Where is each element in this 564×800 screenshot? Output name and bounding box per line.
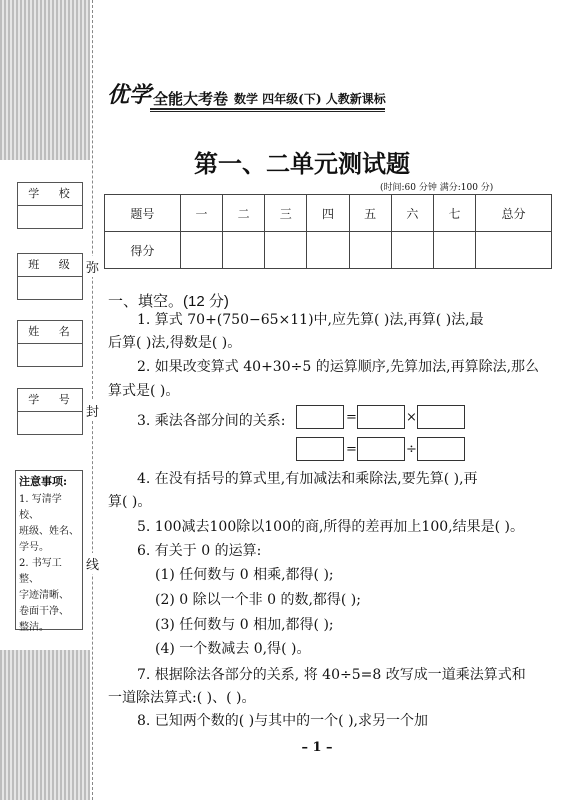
score-table [104,194,552,269]
question-line: 5. 100减去100除以100的商,所得的差再加上100,结果是( )。 [137,519,524,535]
notes-box [15,470,83,633]
note-line: 2. 书写工整、 [19,558,62,585]
school-label: 学 校 [18,183,82,206]
brand-logo: 优学 [107,82,152,108]
series-name: 全能大考卷 [153,90,229,108]
answer-box[interactable] [357,437,405,461]
question-line: 8. 已知两个数的( )与其中的一个( ),求另一个加 [137,713,429,729]
answer-box[interactable] [417,405,465,429]
header-subtitle: 数学 四年级(下) 人教新课标 [234,92,386,106]
question-line: 2. 如果改变算式 40+30÷5 的运算顺序,先算加法,再算除法,那么 [137,359,540,375]
note-line: 整洁。 [19,622,49,633]
notes-title: 注意事项: [19,475,68,488]
class-field[interactable] [17,253,83,300]
score-cell[interactable] [433,232,475,269]
question-line: 后算( )法,得数是( )。 [108,335,242,351]
score-header-cell: 二 [223,195,265,232]
note-line: 字迹清晰、 [19,590,69,601]
score-header-cell: 三 [265,195,307,232]
answer-box[interactable] [357,405,405,429]
top-stripe [0,0,90,160]
question-line: 6. 有关于 0 的运算: [137,543,262,559]
score-cell[interactable] [391,232,433,269]
score-header-cell: 七 [433,195,475,232]
question-line: (2) 0 除以一个非 0 的数,都得( ); [155,592,361,608]
school-field[interactable] [17,182,83,229]
score-header-cell: 四 [307,195,349,232]
score-header-cell: 五 [349,195,391,232]
answer-box[interactable] [296,437,344,461]
score-header-cell: 一 [180,195,222,232]
student-id-blank[interactable] [18,412,82,434]
name-blank[interactable] [18,344,82,366]
question-line: 4. 在没有括号的算式里,有加减法和乘除法,要先算( ),再 [137,471,478,487]
section-heading: 一、填空。(12 分) [108,293,229,310]
school-blank[interactable] [18,206,82,228]
header-rule [150,108,385,110]
score-row-label: 得分 [105,232,181,269]
note-line: 班级、姓名、 [19,526,79,537]
note-line: 卷面干净、 [19,606,69,617]
question-line: 算( )。 [108,494,152,510]
page-number: – 1 – [301,740,333,755]
score-table-header-row [105,195,552,232]
score-header-cell: 总分 [476,195,552,232]
equals-sign: = [346,442,357,457]
equals-sign: = [346,410,357,425]
question-line: (3) 任何数与 0 相加,都得( ); [155,617,334,633]
question-line: 7. 根据除法各部分的关系, 将 40÷5=8 改写成一道乘法算式和 [137,667,526,683]
score-cell[interactable] [307,232,349,269]
name-field[interactable] [17,320,83,367]
binding-char-feng: 封 [86,400,99,421]
score-cell[interactable] [223,232,265,269]
question-line: 算式是( )。 [108,383,180,399]
score-header-cell: 题号 [105,195,181,232]
question-line: 3. 乘法各部分间的关系: [137,413,286,429]
binding-char-mi: 弥 [86,256,99,277]
note-line: 1. 写清学校、 [19,494,62,521]
class-label: 班 级 [18,254,82,277]
times-sign: × [406,410,417,425]
binding-char-xian: 线 [86,553,99,574]
student-id-label: 学 号 [18,389,82,412]
class-blank[interactable] [18,277,82,299]
question-line: 1. 算式 70+(750−65×11)中,应先算( )法,再算( )法,最 [137,312,484,328]
score-cell[interactable] [180,232,222,269]
question-line: (4) 一个数减去 0,得( )。 [155,641,311,657]
student-id-field[interactable] [17,388,83,435]
question-line: (1) 任何数与 0 相乘,都得( ); [155,567,334,583]
score-cell[interactable] [349,232,391,269]
answer-box[interactable] [296,405,344,429]
score-table-score-row [105,232,552,269]
answer-box[interactable] [417,437,465,461]
divide-sign: ÷ [406,442,417,457]
score-cell[interactable] [265,232,307,269]
note-line: 学号。 [19,542,49,553]
time-info: (时间:60 分钟 满分:100 分) [380,183,494,193]
bottom-stripe [0,650,90,800]
name-label: 姓 名 [18,321,82,344]
score-header-cell: 六 [391,195,433,232]
score-cell[interactable] [476,232,552,269]
question-line: 一道除法算式:( )、( )。 [108,690,256,706]
header-rule-thin [150,111,385,112]
page-title: 第一、二单元测试题 [194,150,410,178]
